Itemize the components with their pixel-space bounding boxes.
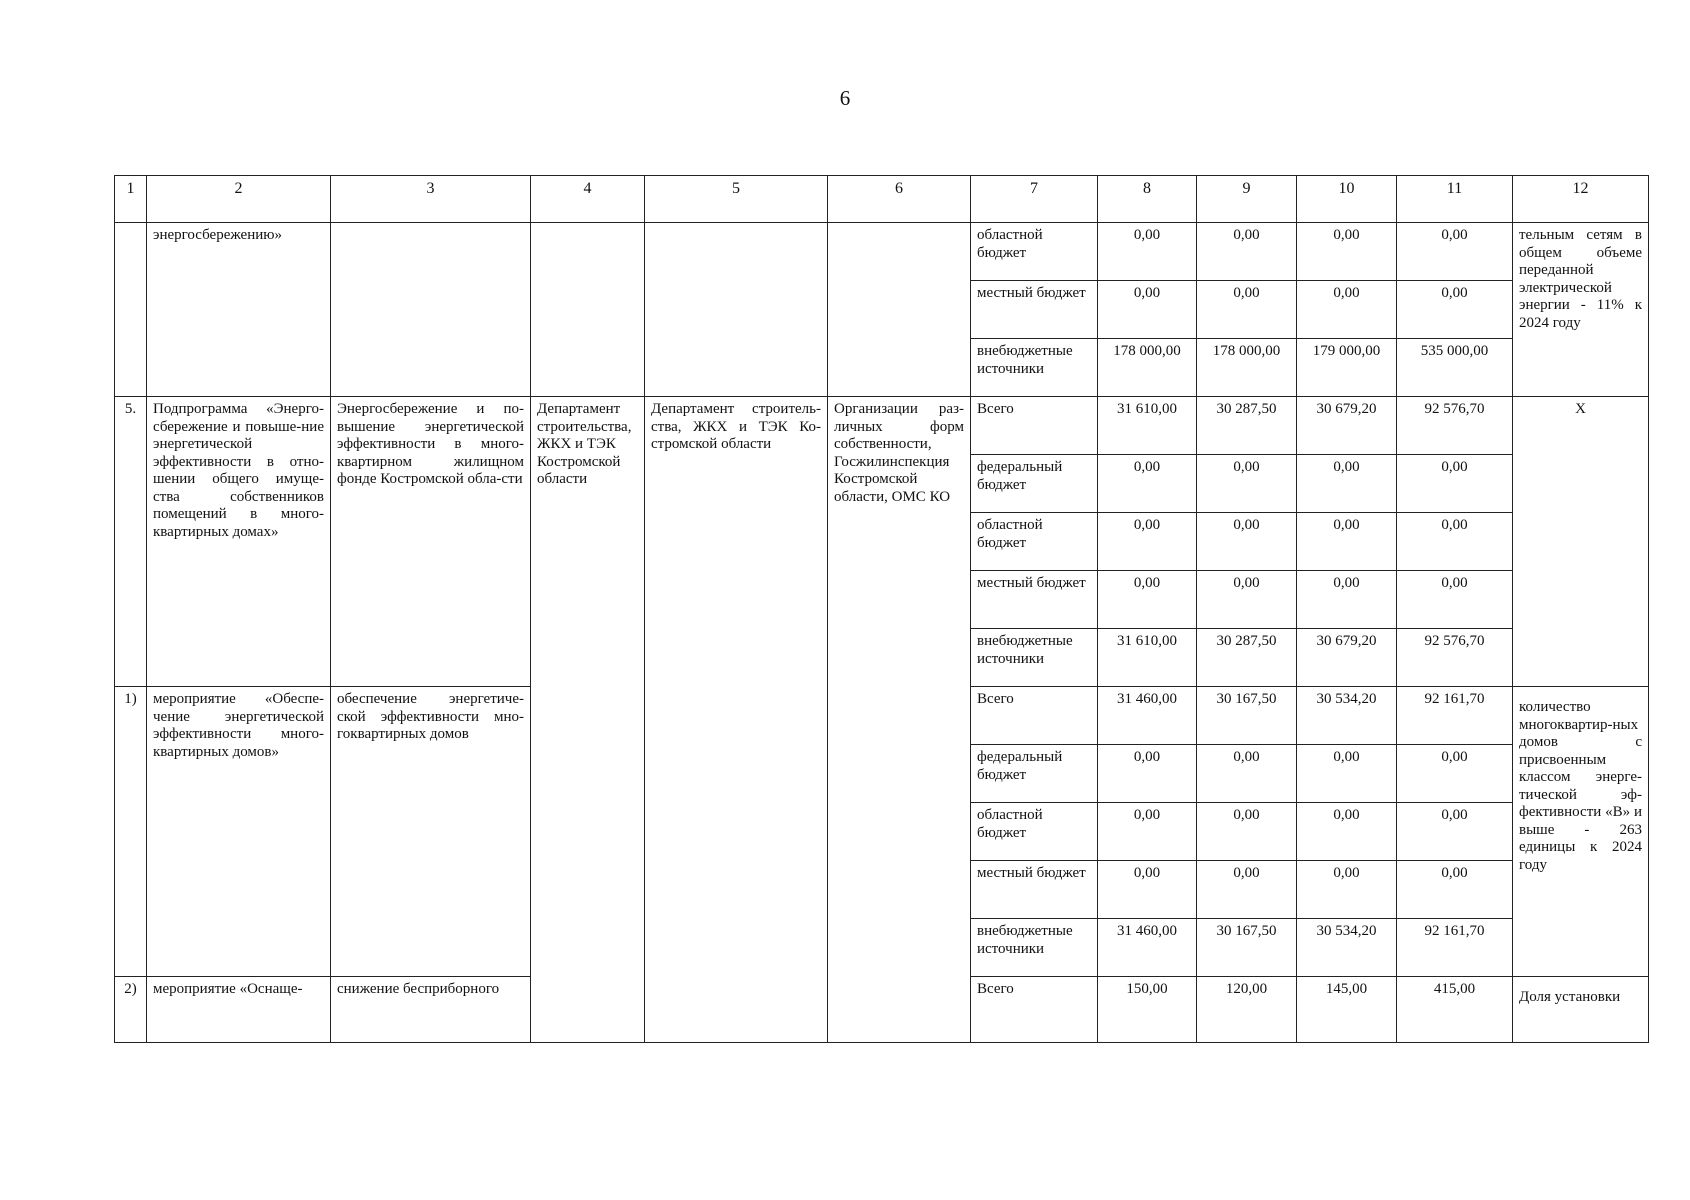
value-cell: 31 610,00 bbox=[1098, 629, 1197, 687]
value-cell: 30 167,50 bbox=[1197, 919, 1297, 977]
value-cell: 30 167,50 bbox=[1197, 687, 1297, 745]
value-cell: 0,00 bbox=[1098, 513, 1197, 571]
name-cell: мероприятие «Обеспе-чение энергетической эффективности много-квартирных домов» bbox=[147, 687, 331, 977]
value-cell: 0,00 bbox=[1297, 803, 1397, 861]
value-cell: 0,00 bbox=[1297, 455, 1397, 513]
source-label: Всего bbox=[971, 977, 1098, 1043]
value-cell: 178 000,00 bbox=[1197, 339, 1297, 397]
value-cell: 0,00 bbox=[1098, 803, 1197, 861]
value-cell: 0,00 bbox=[1197, 745, 1297, 803]
value-cell: 0,00 bbox=[1098, 571, 1197, 629]
value-cell: 30 287,50 bbox=[1197, 397, 1297, 455]
header-cell: 7 bbox=[971, 176, 1098, 223]
source-label: федеральный бюджет bbox=[971, 455, 1098, 513]
participants-cell bbox=[828, 223, 971, 397]
value-cell: 0,00 bbox=[1397, 223, 1513, 281]
name-cell: энергосбережению» bbox=[147, 223, 331, 397]
value-cell: 92 161,70 bbox=[1397, 687, 1513, 745]
header-cell: 12 bbox=[1513, 176, 1649, 223]
value-cell: 0,00 bbox=[1197, 281, 1297, 339]
header-cell: 10 bbox=[1297, 176, 1397, 223]
header-cell: 2 bbox=[147, 176, 331, 223]
indicator-cell: Доля установки bbox=[1513, 977, 1649, 1043]
header-cell: 1 bbox=[115, 176, 147, 223]
coordinator-cell bbox=[531, 223, 645, 397]
source-label: внебюджетные источники bbox=[971, 339, 1098, 397]
table-row bbox=[115, 397, 1649, 455]
value-cell: 0,00 bbox=[1197, 513, 1297, 571]
value-cell: 30 534,20 bbox=[1297, 687, 1397, 745]
value-cell: 30 679,20 bbox=[1297, 629, 1397, 687]
value-cell: 0,00 bbox=[1197, 571, 1297, 629]
value-cell: 0,00 bbox=[1297, 513, 1397, 571]
value-cell: 0,00 bbox=[1397, 455, 1513, 513]
indicator-cell: X bbox=[1513, 397, 1649, 687]
row-number-cell: 5. bbox=[115, 397, 147, 687]
value-cell: 178 000,00 bbox=[1098, 339, 1197, 397]
source-label: внебюджетные источники bbox=[971, 919, 1098, 977]
goal-cell: снижение бесприборного bbox=[331, 977, 531, 1043]
header-cell: 6 bbox=[828, 176, 971, 223]
value-cell: 0,00 bbox=[1098, 455, 1197, 513]
goal-cell: обеспечение энергетиче-ской эффективности мно-гоквартирных домов bbox=[331, 687, 531, 977]
value-cell: 0,00 bbox=[1197, 803, 1297, 861]
table-row bbox=[115, 223, 1649, 281]
source-label: Всего bbox=[971, 397, 1098, 455]
value-cell: 0,00 bbox=[1098, 223, 1197, 281]
source-label: внебюджетные источники bbox=[971, 629, 1098, 687]
indicator-cell: тельным сетям в общем объеме переданной электрической энергии - 11% к 2024 году bbox=[1513, 223, 1649, 397]
coordinator-cell: Департамент строительства, ЖКХ и ТЭК Костромской области bbox=[531, 397, 645, 1043]
value-cell: 0,00 bbox=[1197, 861, 1297, 919]
source-label: областной бюджет bbox=[971, 223, 1098, 281]
name-cell: мероприятие «Оснаще- bbox=[147, 977, 331, 1043]
value-cell: 92 576,70 bbox=[1397, 397, 1513, 455]
header-cell: 3 bbox=[331, 176, 531, 223]
value-cell: 0,00 bbox=[1297, 571, 1397, 629]
source-label: Всего bbox=[971, 687, 1098, 745]
source-label: областной бюджет bbox=[971, 803, 1098, 861]
value-cell: 31 460,00 bbox=[1098, 687, 1197, 745]
value-cell: 31 610,00 bbox=[1098, 397, 1197, 455]
value-cell: 0,00 bbox=[1098, 861, 1197, 919]
value-cell: 0,00 bbox=[1197, 455, 1297, 513]
participants-cell: Организации раз-личных форм собственности, Госжилинспекция Костромской области, ОМС КО bbox=[828, 397, 971, 1043]
source-label: местный бюджет bbox=[971, 571, 1098, 629]
value-cell: 0,00 bbox=[1397, 861, 1513, 919]
value-cell: 535 000,00 bbox=[1397, 339, 1513, 397]
value-cell: 415,00 bbox=[1397, 977, 1513, 1043]
value-cell: 0,00 bbox=[1297, 745, 1397, 803]
name-cell: Подпрограмма «Энерго-сбережение и повыше-ние энергетической эффективности в отно-шении общего имуще-ства собственников помещений в много-квартирных домах» bbox=[147, 397, 331, 687]
header-cell: 4 bbox=[531, 176, 645, 223]
value-cell: 0,00 bbox=[1297, 281, 1397, 339]
source-label: областной бюджет bbox=[971, 513, 1098, 571]
value-cell: 179 000,00 bbox=[1297, 339, 1397, 397]
value-cell: 0,00 bbox=[1397, 803, 1513, 861]
row-number-cell bbox=[115, 223, 147, 397]
header-cell: 9 bbox=[1197, 176, 1297, 223]
value-cell: 145,00 bbox=[1297, 977, 1397, 1043]
value-cell: 0,00 bbox=[1397, 281, 1513, 339]
goal-cell: Энергосбережение и по-вышение энергетической эффективности в много-квартирном жилищном фонде Костромской обла-сти bbox=[331, 397, 531, 687]
value-cell: 0,00 bbox=[1397, 571, 1513, 629]
value-cell: 0,00 bbox=[1098, 281, 1197, 339]
row-number-cell: 2) bbox=[115, 977, 147, 1043]
indicator-cell: количество многоквартир-ных домов с присвоенным классом энерге-тической эф-фективности «В» и выше - 263 единицы к 2024 году bbox=[1513, 687, 1649, 977]
value-cell: 30 679,20 bbox=[1297, 397, 1397, 455]
value-cell: 120,00 bbox=[1197, 977, 1297, 1043]
source-label: федеральный бюджет bbox=[971, 745, 1098, 803]
value-cell: 92 161,70 bbox=[1397, 919, 1513, 977]
header-cell: 11 bbox=[1397, 176, 1513, 223]
header-cell: 8 bbox=[1098, 176, 1197, 223]
header-row bbox=[115, 176, 1649, 223]
value-cell: 150,00 bbox=[1098, 977, 1197, 1043]
value-cell: 0,00 bbox=[1397, 745, 1513, 803]
value-cell: 0,00 bbox=[1197, 223, 1297, 281]
executor-cell: Департамент строитель-ства, ЖКХ и ТЭК Ко-стромской области bbox=[645, 397, 828, 1043]
value-cell: 0,00 bbox=[1397, 513, 1513, 571]
goal-cell bbox=[331, 223, 531, 397]
value-cell: 30 534,20 bbox=[1297, 919, 1397, 977]
page-number: 6 bbox=[839, 86, 851, 110]
budget-table bbox=[114, 175, 1649, 1043]
value-cell: 0,00 bbox=[1297, 861, 1397, 919]
value-cell: 0,00 bbox=[1098, 745, 1197, 803]
source-label: местный бюджет bbox=[971, 861, 1098, 919]
executor-cell bbox=[645, 223, 828, 397]
value-cell: 30 287,50 bbox=[1197, 629, 1297, 687]
value-cell: 0,00 bbox=[1297, 223, 1397, 281]
row-number-cell: 1) bbox=[115, 687, 147, 977]
value-cell: 92 576,70 bbox=[1397, 629, 1513, 687]
value-cell: 31 460,00 bbox=[1098, 919, 1197, 977]
header-cell: 5 bbox=[645, 176, 828, 223]
source-label: местный бюджет bbox=[971, 281, 1098, 339]
